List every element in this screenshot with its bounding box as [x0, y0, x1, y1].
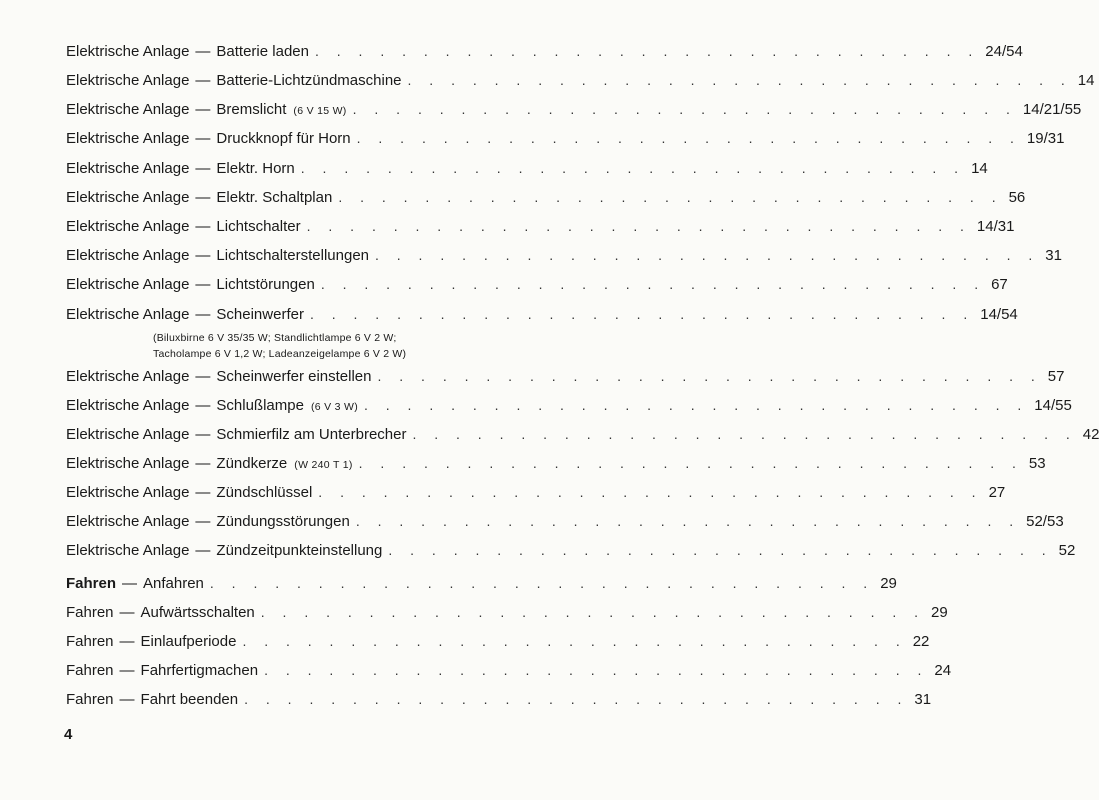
entry-page: 42 [1082, 426, 1099, 443]
dot-leader: . . . . . . . . . . . . . . . . . . . . . . . . . . . . . . . [314, 43, 980, 59]
index-entry [66, 217, 1015, 236]
entry-section: Elektrische Anlage [66, 484, 190, 501]
entry-topic: Zündkerze [216, 455, 288, 472]
dot-leader: . . . . . . . . . . . . . . . . . . . . . . . . . . . . . . . [244, 691, 909, 707]
entry-separator: — [195, 397, 211, 414]
index-entry [66, 305, 1018, 324]
entry-topic: Scheinwerfer einstellen [216, 368, 372, 385]
entry-page: 53 [1028, 455, 1046, 472]
entry-section: Fahren [66, 604, 114, 621]
dot-leader: . . . . . . . . . . . . . . . . . . . . . . . . . . . . . . . [388, 542, 1053, 558]
entry-section: Elektrische Anlage [66, 101, 190, 118]
index-entry [66, 159, 988, 178]
entry-topic: Anfahren [143, 575, 204, 592]
index-entry [66, 42, 1023, 61]
dot-leader: . . . . . . . . . . . . . . . . . . . . . . . . . . . . . . . [377, 368, 1042, 384]
dot-leader: . . . . . . . . . . . . . . . . . . . . . . . . . . . . . . . [356, 130, 1021, 146]
entry-topic: Fahrfertigmachen [140, 662, 259, 679]
entry-section: Elektrische Anlage [66, 368, 190, 385]
dot-leader: . . . . . . . . . . . . . . . . . . . . . . . . . . . . . . . [242, 633, 907, 649]
scheinwerfer-note-line2: Tacholampe 6 V 1,2 W; Ladeanzeigelampe 6 V 2 W) [153, 348, 407, 360]
index-entry [66, 367, 1065, 386]
entry-section: Fahren [66, 691, 114, 708]
entry-topic: Bremslicht [216, 101, 287, 118]
entry-spec: (W 240 T 1) [294, 459, 353, 471]
entry-separator: — [119, 633, 135, 650]
index-entry [66, 483, 1006, 502]
index-entry [66, 275, 1008, 294]
entry-topic: Elektr. Schaltplan [216, 189, 333, 206]
entry-topic: Aufwärtsschalten [140, 604, 255, 621]
entry-page: 31 [1045, 247, 1062, 264]
entry-separator: — [122, 575, 138, 592]
dot-leader: . . . . . . . . . . . . . . . . . . . . . . . . . . . . . . . [364, 397, 1029, 413]
entry-section: Fahren [66, 662, 114, 679]
entry-section: Elektrische Anlage [66, 218, 190, 235]
entry-topic: Zündschlüssel [216, 484, 313, 501]
dot-leader: . . . . . . . . . . . . . . . . . . . . . . . . . . . . . . . [320, 276, 986, 292]
entry-separator: — [195, 306, 211, 323]
entry-spec: (6 V 15 W) [293, 105, 347, 117]
entry-page: 31 [914, 691, 932, 708]
entry-separator: — [195, 160, 211, 177]
entry-separator: — [119, 604, 135, 621]
entry-section: Elektrische Anlage [66, 426, 190, 443]
index-entry [66, 603, 948, 622]
entry-separator: — [195, 484, 211, 501]
index-entry [66, 246, 1062, 265]
dot-leader: . . . . . . . . . . . . . . . . . . . . . . . . . . . . . . . [358, 455, 1023, 471]
dot-leader: . . . . . . . . . . . . . . . . . . . . . . . . . . . . . . . [412, 426, 1077, 442]
entry-page: 67 [991, 276, 1008, 293]
index-entry [66, 690, 932, 709]
dot-leader: . . . . . . . . . . . . . . . . . . . . . . . . . . . . . . . [260, 604, 926, 620]
index-entry [66, 632, 930, 651]
entry-page: 14 [971, 160, 988, 177]
entry-page: 52 [1058, 542, 1076, 559]
entry-section: Elektrische Anlage [66, 276, 190, 293]
index-entry [66, 574, 897, 593]
entry-section: Fahren [66, 575, 117, 592]
index-entry [66, 661, 952, 680]
entry-page: 29 [931, 604, 948, 621]
entry-separator: — [195, 276, 211, 293]
entry-topic: Batterie laden [216, 43, 309, 60]
entry-section: Elektrische Anlage [66, 130, 190, 147]
entry-topic: Druckknopf für Horn [216, 130, 351, 147]
entry-topic: Fahrt beenden [140, 691, 239, 708]
dot-leader: . . . . . . . . . . . . . . . . . . . . . . . . . . . . . . . [264, 662, 929, 678]
index-entry [66, 396, 1072, 416]
entry-topic: Scheinwerfer [216, 306, 304, 323]
entry-separator: — [195, 101, 211, 118]
entry-topic: Elektr. Horn [216, 160, 295, 177]
index-entry [66, 425, 1099, 444]
entry-page: 19/31 [1026, 130, 1065, 147]
entry-separator: — [195, 455, 211, 472]
entry-page: 14 [1077, 72, 1095, 89]
entry-section: Elektrische Anlage [66, 247, 190, 264]
entry-topic: Batterie-Lichtzündmaschine [216, 72, 402, 89]
entry-separator: — [195, 72, 211, 89]
index-entry [66, 129, 1065, 148]
dot-leader: . . . . . . . . . . . . . . . . . . . . . . . . . . . . . . . [407, 72, 1072, 88]
dot-leader: . . . . . . . . . . . . . . . . . . . . . . . . . . . . . . . [209, 575, 875, 591]
entry-page: 29 [880, 575, 897, 592]
entry-spec: (6 V 3 W) [310, 401, 358, 413]
entry-separator: — [195, 513, 211, 530]
index-entry [66, 454, 1046, 474]
index-entry [66, 188, 1026, 207]
index-entry [66, 71, 1095, 90]
dot-leader: . . . . . . . . . . . . . . . . . . . . . . . . . . . . . . . [300, 160, 966, 176]
entry-topic: Schmierfilz am Unterbrecher [216, 426, 407, 443]
index-entry [66, 100, 1082, 120]
entry-topic: Zündzeitpunkteinstellung [216, 542, 383, 559]
entry-page: 27 [988, 484, 1006, 501]
entry-separator: — [119, 691, 135, 708]
dot-leader: . . . . . . . . . . . . . . . . . . . . . . . . . . . . . . . [352, 101, 1017, 117]
index-entry [66, 512, 1064, 531]
entry-separator: — [195, 542, 211, 559]
entry-separator: — [119, 662, 135, 679]
entry-section: Elektrische Anlage [66, 513, 190, 530]
entry-page: 14/54 [980, 306, 1018, 323]
dot-leader: . . . . . . . . . . . . . . . . . . . . . . . . . . . . . . . [318, 484, 983, 500]
entry-page: 14/55 [1034, 397, 1072, 414]
dot-leader: . . . . . . . . . . . . . . . . . . . . . . . . . . . . . . . [306, 218, 971, 234]
dot-leader: . . . . . . . . . . . . . . . . . . . . . . . . . . . . . . . [338, 189, 1003, 205]
entry-section: Fahren [66, 633, 114, 650]
entry-topic: Lichtstörungen [216, 276, 315, 293]
entry-topic: Lichtschalter [216, 218, 301, 235]
entry-page: 24/54 [985, 43, 1023, 60]
entry-section: Elektrische Anlage [66, 72, 190, 89]
entry-topic: Zündungsstörungen [216, 513, 350, 530]
entry-separator: — [195, 189, 211, 206]
entry-section: Elektrische Anlage [66, 306, 190, 323]
entry-separator: — [195, 368, 211, 385]
dot-leader: . . . . . . . . . . . . . . . . . . . . . . . . . . . . . . . [355, 513, 1021, 529]
entry-section: Elektrische Anlage [66, 43, 190, 60]
entry-separator: — [195, 426, 211, 443]
scheinwerfer-note-line1: (Biluxbirne 6 V 35/35 W; Standlichtlampe 6 V 2 W; [153, 332, 397, 344]
entry-page: 24 [934, 662, 952, 679]
entry-page: 22 [912, 633, 930, 650]
entry-section: Elektrische Anlage [66, 397, 190, 414]
entry-page: 57 [1047, 368, 1065, 385]
entry-page: 56 [1008, 189, 1026, 206]
page-number: 4 [64, 726, 73, 743]
entry-topic: Einlaufperiode [140, 633, 237, 650]
entry-separator: — [195, 130, 211, 147]
entry-section: Elektrische Anlage [66, 542, 190, 559]
entry-topic: Lichtschalterstellungen [216, 247, 369, 264]
entry-separator: — [195, 247, 211, 264]
entry-section: Elektrische Anlage [66, 455, 190, 472]
entry-topic: Schlußlampe [216, 397, 304, 414]
entry-page: 14/31 [976, 218, 1015, 235]
index-entry [66, 541, 1076, 560]
entry-page: 14/21/55 [1022, 101, 1082, 118]
entry-section: Elektrische Anlage [66, 189, 190, 206]
entry-section: Elektrische Anlage [66, 160, 190, 177]
entry-page: 52/53 [1026, 513, 1064, 530]
entry-separator: — [195, 218, 211, 235]
dot-leader: . . . . . . . . . . . . . . . . . . . . . . . . . . . . . . . [309, 306, 975, 322]
entry-separator: — [195, 43, 211, 60]
dot-leader: . . . . . . . . . . . . . . . . . . . . . . . . . . . . . . . [375, 247, 1040, 263]
